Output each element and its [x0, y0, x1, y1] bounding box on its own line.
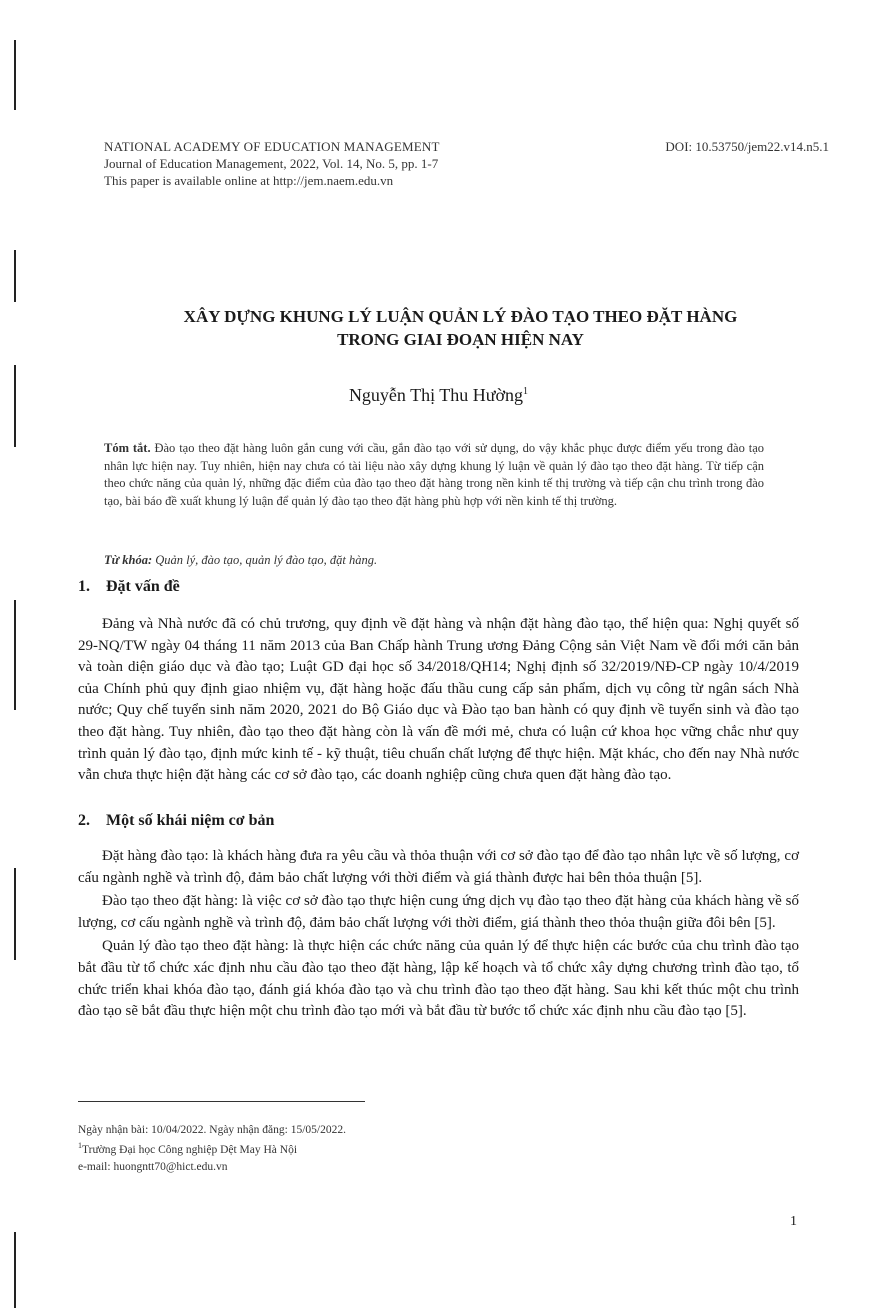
keywords: [104, 553, 784, 568]
keywords-text: Quản lý, đào tạo, quản lý đào tạo, đặt hàng.: [155, 553, 378, 567]
journal-header: [104, 138, 829, 189]
paragraph: Quản lý đào tạo theo đặt hàng: là thực hiện các chức năng của quản lý để thực hiện các bước của chu trình đào tạo bắt đầu từ tổ chức xác định nhu cầu đào tạo theo đặt hàng, lập kế hoạch và tổ chức xây dựng chương trình đào tạo, tổ chức triển khai khóa đào tạo, đánh giá khóa đào tạo và chu trình đào tạo theo đặt hàng. Sau khi kết thúc một chu trình đào tạo sẽ bắt đầu thực hiện một chu trình đào tạo mới và bắt đầu từ bước tổ chức xác định nhu cầu đào tạo [5].: [78, 938, 799, 1020]
scan-edge-mark: [14, 250, 16, 302]
abstract-text: Đào tạo theo đặt hàng luôn gắn cung với cầu, gắn đào tạo với sử dụng, do vậy khắc phục được điểm yếu trong đào tạo nhân lực hiện nay. Tuy nhiên, hiện nay chưa có tài liệu nào xây dựng khung lý luận về quản lý đào tạo theo đặt hàng. Từ tiếp cận theo chức năng của quản lý, những đặc điểm của đào tạo theo đặt hàng trong nền kinh tế thị trường và tiếp cận chu trình trong đào tạo, bài báo đề xuất khung lý luận để quản lý đào tạo theo đặt hàng phù hợp với nền kinh tế thị trường.: [104, 441, 765, 508]
section-2-number: 2.: [78, 812, 90, 829]
scan-edge-mark: [14, 868, 16, 960]
affiliation-note: [78, 1138, 346, 1158]
affiliation-text: Trường Đại học Công nghiệp Dệt May Hà Nội: [82, 1144, 298, 1157]
scan-edge-mark: [14, 40, 16, 110]
section-1-body: [78, 614, 799, 789]
abstract: [104, 440, 764, 510]
section-2-title: Một số khái niệm cơ bản: [106, 812, 275, 829]
scan-edge-mark: [14, 600, 16, 710]
journal-citation: Journal of Education Management, 2022, Vol. 14, No. 5, pp. 1-7: [104, 156, 439, 171]
author-email: e-mail: huongntt70@hict.edu.vn: [78, 1160, 228, 1173]
author-line: [0, 385, 877, 406]
scan-edge-mark: [14, 365, 16, 447]
section-1-heading: [78, 578, 180, 596]
footnote-divider: [78, 1101, 365, 1102]
page-number: 1: [790, 1214, 797, 1229]
section-1-title: Đặt vấn đề: [106, 578, 180, 595]
affiliation-mark: 1: [78, 1141, 82, 1151]
abstract-label: Tóm tắt.: [104, 441, 151, 455]
paragraph: Đặt hàng đào tạo: là khách hàng đưa ra yêu cầu và thỏa thuận với cơ sở đào tạo để đào tạo nhân lực về số lượng, cơ cấu ngành nghề và trình độ, đảm bảo chất lượng với thời điểm và giá thành được hai bên thỏa thuận [5].: [78, 848, 799, 886]
section-2-body: [78, 846, 799, 1025]
paper-title: [104, 305, 817, 351]
doi: DOI: 10.53750/jem22.v14.n5.1: [665, 139, 829, 154]
paragraph: Đảng và Nhà nước đã có chủ trương, quy định về đặt hàng và nhận đặt hàng đào tạo, thể hiện qua: Nghị quyết số 29-NQ/TW ngày 04 tháng 11 năm 2013 của Ban Chấp hành Trung ương Đảng Cộng sản Việt Nam về đổi mới căn bản và toàn diện giáo dục và đào tạo; Luật GD đại học số 34/2018/QH14; Nghị định số 32/2019/NĐ-CP ngày 10/4/2019 của Chính phủ quy định giao nhiệm vụ, đặt hàng hoặc đấu thầu cung cấp sản phẩm, dịch vụ công từ ngân sách Nhà nước; Quy chế tuyển sinh năm 2020, 2021 do Bộ Giáo dục và Đào tạo ban hành có quy định về tuyển sinh và đào tạo theo đặt hàng. Tuy nhiên, đào tạo theo đặt hàng còn là vấn đề mới mẻ, chưa có luận cứ khoa học vững chắc như quy trình quản lý đào tạo, định mức kinh tế - kỹ thuật, tiêu chuẩn chất lượng để thực hiện. Mặt khác, cho đến nay Nhà nước vẫn chưa thực hiện đặt hàng các cơ sở đào tạo, các doanh nghiệp cũng chưa quen đặt hàng đào tạo.: [78, 616, 799, 784]
scan-edge-mark: [14, 1232, 16, 1308]
title-line-1: XÂY DỰNG KHUNG LÝ LUẬN QUẢN LÝ ĐÀO TẠO THEO ĐẶT HÀNG: [183, 307, 738, 326]
section-1-number: 1.: [78, 578, 90, 595]
author-affiliation-mark: 1: [523, 386, 529, 397]
title-line-2: TRONG GIAI ĐOẠN HIỆN NAY: [337, 330, 584, 349]
section-2-heading: [78, 812, 274, 830]
institution-name: NATIONAL ACADEMY OF EDUCATION MANAGEMENT: [104, 139, 440, 154]
footnotes: [78, 1122, 346, 1175]
received-accepted-dates: Ngày nhận bài: 10/04/2022. Ngày nhận đăng: 15/05/2022.: [78, 1124, 346, 1136]
keywords-label: Từ khóa:: [104, 553, 153, 567]
availability-note: This paper is available online at http://jem.naem.edu.vn: [104, 173, 394, 188]
author-name: Nguyễn Thị Thu Hường: [348, 385, 524, 405]
paragraph: Đào tạo theo đặt hàng: là việc cơ sở đào tạo thực hiện cung ứng dịch vụ đào tạo theo đặt hàng của khách hàng về số lượng, cơ cấu ngành nghề và trình độ, đảm bảo chất lượng với thời điểm, giá thành theo thỏa thuận giữa đôi bên [5].: [78, 893, 799, 931]
